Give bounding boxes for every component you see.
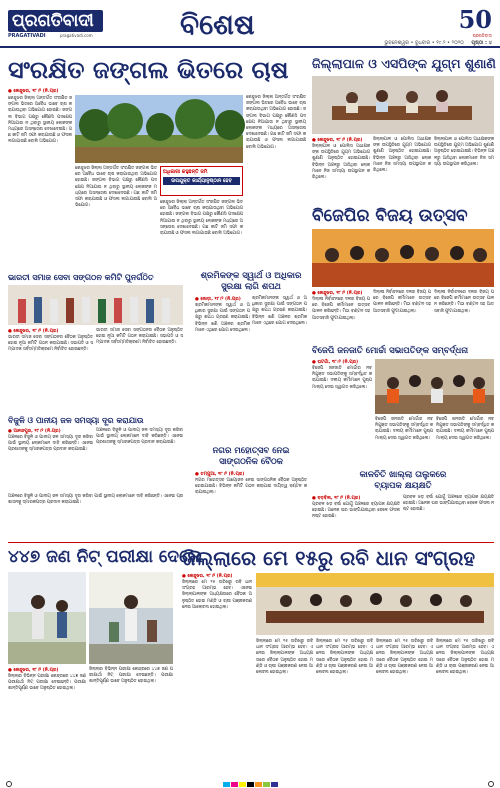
a11-col2: ଜିଲ୍ଲାରେ ମେ ୧୫ ତାରିଖରୁ ରବି ଧାନ ସଂଗ୍ରହ ଆରମ୍ଭ ହେବ। ଏନେଇ ଜିଲ୍ଲାପାଳଙ୍କ ଅଧ୍ୟକ୍ଷତାରେ ବୈଠକ ଅନୁଷ୍ଠିତ ହୋଇ ମଣ୍ଡି ଓ ଚାଷୀ ପଞ୍ଜୀକରଣ ନେଇ ଆଲୋଚନା ହୋଇଥିଲା।	[256, 639, 313, 676]
neet-photo-2	[89, 572, 173, 664]
a1-inset-sub: ଉପଯୁକ୍ତ କାର୍ଯ୍ୟାନୁଷ୍ଠାନ ହେବ	[163, 177, 240, 185]
headline-forest-farming[interactable]: ସଂରକ୍ଷିତ ଜଙ୍ଗଲ ଭିତରେ ଚାଷ	[8, 55, 289, 84]
a6-col3: ବିଜେପି ଜନଜାତି ମୋର୍ଚ୍ଚାର ନବନିଯୁକ୍ତ ସଭାପତିଙ୍କୁ ସମ୍ବର୍ଦ୍ଧିତ କରାଯାଇଛି। ଦଳୀୟ କର୍ମୀମାନେ ପୁଷ୍ପମାଲ୍ୟ ଦେଇ ସ୍ୱାଗତ କରିଥିଲେ।	[436, 417, 494, 441]
a11-col5: ଜିଲ୍ଲାରେ ମେ ୧୫ ତାରିଖରୁ ରବି ଧାନ ସଂଗ୍ରହ ଆରମ୍ଭ ହେବ। ଏନେଇ ଜିଲ୍ଲାପାଳଙ୍କ ଅଧ୍ୟକ୍ଷତାରେ ବୈଠକ ଅନୁଷ୍ଠିତ ହୋଇ ମଣ୍ଡି ଓ ଚାଷୀ ପଞ୍ଜୀକରଣ ନେଇ ଆଲୋଚନା ହୋଇଥିଲା।	[436, 639, 494, 676]
a3-col1: ଦିଲ୍ଲୀ ନିର୍ବାଚନରେ ଦଳର ବିଜୟ ପରେ ବିଜେପି କର୍ମୀମାନେ ଉତ୍ସବ ପାଳନ କରିଛନ୍ତି। ମିଠା ବଣ୍ଟନ ସହ ଆତସବାଜି ଫୁଟାଯାଇଥିଲା।	[312, 297, 370, 321]
a9-col1: ପ୍ରବଳ ଝଡ଼ ବର୍ଷା ଯୋଗୁଁ ଅଞ୍ଚଳରେ ବ୍ୟାପକ କ୍ଷୟକ୍ଷତି ହୋଇଛି। ଅନେକ ଘର ଭାଙ୍ଗିଯାଇଥିବା ବେଳେ ଫସଲ ନଷ୍ଟ ହୋଇଛି।	[312, 502, 400, 520]
swatch-blue	[271, 782, 278, 787]
anniversary-text: ପ୍ରଗତିବାଦୀ	[472, 33, 492, 38]
a11-col3: ଜିଲ୍ଲାରେ ମେ ୧୫ ତାରିଖରୁ ରବି ଧାନ ସଂଗ୍ରହ ଆରମ୍ଭ ହେବ। ଏନେଇ ଜିଲ୍ଲାପାଳଙ୍କ ଅଧ୍ୟକ୍ଷତାରେ ବୈଠକ ଅନୁଷ୍ଠିତ ହୋଇ ମଣ୍ଡି ଓ ଚାଷୀ ପଞ୍ଜୀକରଣ ନେଇ ଆଲୋଚନା ହୋଇଥିଲା।	[316, 639, 373, 676]
section-title: ବିଶେଷ	[180, 8, 255, 41]
anniversary-number: 50	[458, 5, 492, 34]
headline-festival-line1[interactable]: ନଗର ମହୋତ୍ସବ ନେଇ	[212, 446, 290, 456]
a2-col2: ଜିଲ୍ଲାପାଳ ଓ ପୋଲିସ ଅଧୀକ୍ଷକଙ୍କ ଉପସ୍ଥିତିରେ ଯୁଗ୍ମ ଅଭିଯୋଗ ଶୁଣାଣି ଅନୁଷ୍ଠିତ ହୋଇଯାଇଛି। ବିଭିନ୍ନ ଅଞ୍ଚଳରୁ ଆସିଥିବା ଲୋକମାନେ ନିଜ ସମସ୍ୟା ଉପସ୍ଥାପନ କରିଥିଲେ।	[373, 137, 431, 174]
a5-col2: ଶ୍ରମିକମାନଙ୍କ ସ୍ୱାର୍ଥ ଓ ଅଧିକାର ସୁରକ୍ଷା ପାଇଁ ସଙ୍ଗଠନ ପକ୍ଷରୁ ଶପଥ ଗ୍ରହଣ କରାଯାଇଛି। ବିଭିନ୍ନ ଖଣି ଅଞ୍ଚଳର ଶ୍ରମିକମାନେ ଏଥିରେ ଯୋଗ ଦେଇଥିଲେ।	[252, 296, 307, 326]
swatch-green	[263, 782, 270, 787]
a9-col2: ପ୍ରବଳ ଝଡ଼ ବର୍ଷା ଯୋଗୁଁ ଅଞ୍ଚଳରେ ବ୍ୟାପକ କ୍ଷୟକ୍ଷତି ହୋଇଛି। ଅନେକ ଘର ଭାଙ୍ଗିଯାଇଥିବା ବେଳେ ଫସଲ ନଷ୍ଟ ହୋଇଛି।	[403, 495, 494, 513]
a6-col1: ବିଜେପି ଜନଜାତି ମୋର୍ଚ୍ଚାର ନବନିଯୁକ୍ତ ସଭାପତିଙ୍କୁ ସମ୍ବର୍ଦ୍ଧିତ କରାଯାଇଛି। ଦଳୀୟ କର୍ମୀମାନେ ପୁଷ୍ପମାଲ୍ୟ ଦେଇ ସ୍ୱାଗତ କରିଥିଲେ।	[312, 366, 372, 390]
a1-col3: କେନ୍ଦୁଝର ଜିଲ୍ଲା ଅନ୍ତର୍ଗତ ସଂରକ୍ଷିତ ଜଙ୍ଗଲ ଭିତରେ ଅବୈଧ ଭାବେ ଚାଷ କରାଯାଉଥିବା ଅଭିଯୋଗ ହୋଇଛି। ଜଙ୍ଗଲ ବିଭାଗ ପକ୍ଷରୁ କୌଣସି ପଦକ୍ଷେପ ନିଆଯାଉ ନ ଥିବାରୁ ସ୍ଥାନୀୟ ଲୋକଙ୍କ ମଧ୍ୟରେ ଅସନ୍ତୋଷ ଦେଖାଦେଇଛି। ଗଛ କାଟି ଜମି ସଫା କରାଯାଉଛି ଓ ଫସଲ ଲଗାଯାଉଛି ବୋଲି ଅଭିଯୋଗ।	[160, 200, 243, 237]
section-divider	[8, 542, 494, 543]
anniversary-badge	[430, 7, 492, 37]
byline-a6: ● ଘଟଗାଁ, ୧୮।୨ (ନି.ପ୍ର)	[312, 360, 359, 365]
registration-mark-left	[6, 781, 12, 787]
byline-a4: ● କେନ୍ଦୁଝର, ୧୮।୨ (ନି.ପ୍ର)	[8, 329, 59, 334]
morcha-photo	[375, 359, 494, 414]
a1-inset-box	[160, 166, 243, 196]
byline-a1: ● କେନ୍ଦୁଝର, ୧୮।୨ (ନି.ପ୍ର)	[8, 89, 59, 94]
a11-col4: ଜିଲ୍ଲାରେ ମେ ୧୫ ତାରିଖରୁ ରବି ଧାନ ସଂଗ୍ରହ ଆରମ୍ଭ ହେବ। ଏନେଇ ଜିଲ୍ଲାପାଳଙ୍କ ଅଧ୍ୟକ୍ଷତାରେ ବୈଠକ ଅନୁଷ୍ଠିତ ହୋଇ ମଣ୍ଡି ଓ ଚାଷୀ ପଞ୍ଜୀକରଣ ନେଇ ଆଲୋଚନା ହୋଇଥିଲା।	[376, 639, 433, 676]
newspaper-logo[interactable]: ପ୍ରଗତିବାଦୀ	[8, 10, 103, 32]
headline-bjp-morcha[interactable]: ବିଜେପି ଜନଜାତି ମୋର୍ଚ୍ଚା ସଭାପତିଙ୍କ ସମ୍ବର୍ଦ୍ଧନା	[312, 346, 469, 356]
byline-a9: ● ବଡ଼ବିଲ, ୧୮।୨ (ନି.ପ୍ର)	[312, 496, 361, 501]
a3-col2: ଦିଲ୍ଲୀ ନିର୍ବାଚନରେ ଦଳର ବିଜୟ ପରେ ବିଜେପି କର୍ମୀମାନେ ଉତ୍ସବ ପାଳନ କରିଛନ୍ତି। ମିଠା ବଣ୍ଟନ ସହ ଆତସବାଜି ଫୁଟାଯାଇଥିଲା।	[373, 290, 431, 314]
headline-bjp-victory[interactable]: ବିଜେପିର ବିଜୟ ଉତ୍ସବ	[312, 206, 468, 226]
date-text: ଭୁବନେଶ୍ୱର • ବୁଧବାର • ୧୯.୨ • ୨୦୨୦	[384, 40, 464, 46]
a4-col2: ଭାରତୀ ସମାଜ ସେବା ସଙ୍ଗଠନର ବୈଠକ ଅନୁଷ୍ଠିତ ହୋଇ ନୂଆ କମିଟି ଗଠନ କରାଯାଇଛି। ସଭାପତି ଓ ସମ୍ପାଦକ ସର୍ବସମ୍ମତିକ୍ରମେ ନିର୍ବାଚିତ ହୋଇଛନ୍ତି।	[96, 328, 183, 346]
hearing-photo	[312, 76, 494, 134]
headline-neet-exam[interactable]: ୪୪୭ ଜଣ ନିଟ୍ ପରୀକ୍ଷା ଦେଲେ	[8, 547, 203, 567]
headline-joint-hearing[interactable]: ଜିଲ୍ଲାପାଳ ଓ ଏସପିଙ୍କ ଯୁଗ୍ମ ଶୁଣାଣି	[312, 56, 496, 71]
a1-inset-title: ଅଧିକାରୀ କହୁଛନ୍ତି ଜମି	[163, 169, 208, 175]
forest-photo	[75, 95, 243, 163]
a2-col1: ଜିଲ୍ଲାପାଳ ଓ ପୋଲିସ ଅଧୀକ୍ଷକଙ୍କ ଉପସ୍ଥିତିରେ ଯୁଗ୍ମ ଅଭିଯୋଗ ଶୁଣାଣି ଅନୁଷ୍ଠିତ ହୋଇଯାଇଛି। ବିଭିନ୍ନ ଅଞ୍ଚଳରୁ ଆସିଥିବା ଲୋକମାନେ ନିଜ ସମସ୍ୟା ଉପସ୍ଥାପନ କରିଥିଲେ।	[312, 144, 370, 181]
swatch-yellow	[239, 782, 246, 787]
headline-damage-line2[interactable]: ବ୍ୟାପକ କ୍ଷୟକ୍ଷତି	[374, 481, 432, 491]
byline-a10: ● କେନ୍ଦୁଝର, ୧୮।୨ (ନି.ପ୍ର)	[8, 668, 59, 673]
logo-subtitle: PRAGATIVADI	[8, 33, 46, 39]
a1-col1: କେନ୍ଦୁଝର ଜିଲ୍ଲା ଅନ୍ତର୍ଗତ ସଂରକ୍ଷିତ ଜଙ୍ଗଲ ଭିତରେ ଅବୈଧ ଭାବେ ଚାଷ କରାଯାଉଥିବା ଅଭିଯୋଗ ହୋଇଛି। ଜଙ୍ଗଲ ବିଭାଗ ପକ୍ଷରୁ କୌଣସି ପଦକ୍ଷେପ ନିଆଯାଉ ନ ଥିବାରୁ ସ୍ଥାନୀୟ ଲୋକଙ୍କ ମଧ୍ୟରେ ଅସନ୍ତୋଷ ଦେଖାଦେଇଛି। ଗଛ କାଟି ଜମି ସଫା କରାଯାଉଛି ଓ ଫସଲ ଲଗାଯାଉଛି ବୋଲି ଅଭିଯୋଗ।	[8, 96, 72, 145]
a8-col3: ଅଞ୍ଚଳରେ ବିଜୁଳି ଓ ପାନୀୟ ଜଳ ସମସ୍ୟା ଦୂର କରିବା ପାଇଁ ସ୍ଥାନୀୟ ଲୋକମାନେ ଦାବି କରିଛନ୍ତି। ଏନେଇ ପ୍ରଶାସନକୁ ସ୍ମାରକପତ୍ର ପ୍ରଦାନ କରାଯାଇଛି।	[8, 494, 183, 506]
a1-col2: କେନ୍ଦୁଝର ଜିଲ୍ଲା ଅନ୍ତର୍ଗତ ସଂରକ୍ଷିତ ଜଙ୍ଗଲ ଭିତରେ ଅବୈଧ ଭାବେ ଚାଷ କରାଯାଉଥିବା ଅଭିଯୋଗ ହୋଇଛି। ଜଙ୍ଗଲ ବିଭାଗ ପକ୍ଷରୁ କୌଣସି ପଦକ୍ଷେପ ନିଆଯାଉ ନ ଥିବାରୁ ସ୍ଥାନୀୟ ଲୋକଙ୍କ ମଧ୍ୟରେ ଅସନ୍ତୋଷ ଦେଖାଦେଇଛି। ଗଛ କାଟି ଜମି ସଫା କରାଯାଉଛି ଓ ଫସଲ ଲଗାଯାଉଛି ବୋଲି ଅଭିଯୋଗ।	[75, 166, 157, 209]
page-number: ପୃଷ୍ଠା : ୪	[471, 40, 492, 46]
swatch-black	[247, 782, 254, 787]
byline-a8: ● ଆନନ୍ଦପୁର, ୧୮।୨ (ନି.ପ୍ର)	[8, 429, 61, 434]
celebration-photo	[312, 229, 494, 287]
neet-photo-1	[8, 572, 86, 664]
swatch-orange	[255, 782, 262, 787]
a10-col2: ଜିଲ୍ଲାର ବିଭିନ୍ନ ପରୀକ୍ଷା କେନ୍ଦ୍ରରେ ୪୪୭ ଜଣ ପରୀକ୍ଷାର୍ଥୀ ନିଟ୍ ପରୀକ୍ଷା ଦେଇଛନ୍ତି। ପରୀକ୍ଷା ଶାନ୍ତିପୂର୍ଣ୍ଣ ଭାବେ ଅନୁଷ୍ଠିତ ହୋଇଥିଲା।	[89, 667, 173, 685]
a7-body: ନଗର ମହୋତ୍ସବ ଆୟୋଜନ ନେଇ ସାଙ୍ଗଠନିକ ବୈଠକ ଅନୁଷ୍ଠିତ ହୋଇଯାଇଛି। ବିଭିନ୍ନ କମିଟି ଗଠନ କରାଯାଇ ଦାୟିତ୍ୱ ବଣ୍ଟନ କରାଯାଇଥିଲା।	[195, 478, 307, 496]
headline-water-power[interactable]: ବିଜୁଳି ଓ ପାନୀୟ ଜଳ ସମସ୍ୟା ଦୂର କରାଯାଉ	[8, 415, 144, 425]
a8-col2: ଅଞ୍ଚଳରେ ବିଜୁଳି ଓ ପାନୀୟ ଜଳ ସମସ୍ୟା ଦୂର କରିବା ପାଇଁ ସ୍ଥାନୀୟ ଲୋକମାନେ ଦାବି କରିଛନ୍ତି। ଏନେଇ ପ୍ରଶାସନକୁ ସ୍ମାରକପତ୍ର ପ୍ରଦାନ କରାଯାଇଛି।	[96, 428, 183, 446]
headline-festival-line2[interactable]: ସାଙ୍ଗଠନିକ ବୈଠକ	[219, 457, 283, 467]
a10-col1: ଜିଲ୍ଲାର ବିଭିନ୍ନ ପରୀକ୍ଷା କେନ୍ଦ୍ରରେ ୪୪୭ ଜଣ ପରୀକ୍ଷାର୍ଥୀ ନିଟ୍ ପରୀକ୍ଷା ଦେଇଛନ୍ତି। ପରୀକ୍ଷା ଶାନ୍ତିପୂର୍ଣ୍ଣ ଭାବେ ଅନୁଷ୍ଠିତ ହୋଇଥିଲା।	[8, 674, 86, 692]
a5-col1: ଶ୍ରମିକମାନଙ୍କ ସ୍ୱାର୍ଥ ଓ ଅଧିକାର ସୁରକ୍ଷା ପାଇଁ ସଙ୍ଗଠନ ପକ୍ଷରୁ ଶପଥ ଗ୍ରହଣ କରାଯାଇଛି। ବିଭିନ୍ନ ଖଣି ଅଞ୍ଚଳର ଶ୍ରମିକମାନେ ଏଥିରେ ଯୋଗ ଦେଇଥିଲେ।	[195, 303, 250, 333]
a3-col3: ଦିଲ୍ଲୀ ନିର୍ବାଚନରେ ଦଳର ବିଜୟ ପରେ ବିଜେପି କର୍ମୀମାନେ ଉତ୍ସବ ପାଳନ କରିଛନ୍ତି। ମିଠା ବଣ୍ଟନ ସହ ଆତସବାଜି ଫୁଟାଯାଇଥିଲା।	[434, 290, 494, 314]
headline-workers-line2[interactable]: ସୁରକ୍ଷା ଲାଗି ଶପଥ	[221, 282, 281, 292]
a2-col3: ଜିଲ୍ଲାପାଳ ଓ ପୋଲିସ ଅଧୀକ୍ଷକଙ୍କ ଉପସ୍ଥିତିରେ ଯୁଗ୍ମ ଅଭିଯୋଗ ଶୁଣାଣି ଅନୁଷ୍ଠିତ ହୋଇଯାଇଛି। ବିଭିନ୍ନ ଅଞ୍ଚଳରୁ ଆସିଥିବା ଲୋକମାନେ ନିଜ ସମସ୍ୟା ଉପସ୍ଥାପନ କରିଥିଲେ।	[434, 137, 494, 167]
a6-col2: ବିଜେପି ଜନଜାତି ମୋର୍ଚ୍ଚାର ନବନିଯୁକ୍ତ ସଭାପତିଙ୍କୁ ସମ୍ବର୍ଦ୍ଧିତ କରାଯାଇଛି। ଦଳୀୟ କର୍ମୀମାନେ ପୁଷ୍ପମାଲ୍ୟ ଦେଇ ସ୍ୱାଗତ କରିଥିଲେ।	[375, 417, 433, 441]
logo-url[interactable]: pragativadi.com	[60, 33, 93, 38]
print-marks	[0, 780, 500, 788]
masthead	[0, 6, 500, 48]
a11-col1: ଜିଲ୍ଲାରେ ମେ ୧୫ ତାରିଖରୁ ରବି ଧାନ ସଂଗ୍ରହ ଆରମ୍ଭ ହେବ। ଏନେଇ ଜିଲ୍ଲାପାଳଙ୍କ ଅଧ୍ୟକ୍ଷତାରେ ବୈଠକ ଅନୁଷ୍ଠିତ ହୋଇ ମଣ୍ଡି ଓ ଚାଷୀ ପଞ୍ଜୀକରଣ ନେଇ ଆଲୋଚନା ହୋଇଥିଲା।	[182, 580, 252, 610]
headline-workers-line1[interactable]: ଶ୍ରମିକଙ୍କ ସ୍ୱାର୍ଥ ଓ ଅଧିକାର	[200, 271, 302, 281]
headline-damage-line1[interactable]: କାଳଚିତି ଖାଲ୍ଲା ତାଲୁକରେ	[359, 470, 447, 480]
byline-a11: ● କେନ୍ଦୁଝର, ୧୮।୨ (ନି.ପ୍ର)	[182, 574, 233, 579]
a1-col4: କେନ୍ଦୁଝର ଜିଲ୍ଲା ଅନ୍ତର୍ଗତ ସଂରକ୍ଷିତ ଜଙ୍ଗଲ ଭିତରେ ଅବୈଧ ଭାବେ ଚାଷ କରାଯାଉଥିବା ଅଭିଯୋଗ ହୋଇଛି। ଜଙ୍ଗଲ ବିଭାଗ ପକ୍ଷରୁ କୌଣସି ପଦକ୍ଷେପ ନିଆଯାଉ ନ ଥିବାରୁ ସ୍ଥାନୀୟ ଲୋକଙ୍କ ମଧ୍ୟରେ ଅସନ୍ତୋଷ ଦେଖାଦେଇଛି। ଗଛ କାଟି ଜମି ସଫା କରାଯାଉଛି ଓ ଫସଲ ଲଗାଯାଉଛି ବୋଲି ଅଭିଯୋଗ।	[246, 95, 306, 150]
swatch-magenta	[231, 782, 238, 787]
color-swatches	[223, 782, 278, 787]
a8-col1: ଅଞ୍ଚଳରେ ବିଜୁଳି ଓ ପାନୀୟ ଜଳ ସମସ୍ୟା ଦୂର କରିବା ପାଇଁ ସ୍ଥାନୀୟ ଲୋକମାନେ ଦାବି କରିଛନ୍ତି। ଏନେଇ ପ୍ରଶାସନକୁ ସ୍ମାରକପତ୍ର ପ୍ରଦାନ କରାଯାଇଛି।	[8, 435, 93, 453]
byline-a3: ● କେନ୍ଦୁଝର, ୧୮।୨ (ନି.ପ୍ର)	[312, 291, 363, 296]
a4-col1: ଭାରତୀ ସମାଜ ସେବା ସଙ୍ଗଠନର ବୈଠକ ଅନୁଷ୍ଠିତ ହୋଇ ନୂଆ କମିଟି ଗଠନ କରାଯାଇଛି। ସଭାପତି ଓ ସମ୍ପାଦକ ସର୍ବସମ୍ମତିକ୍ରମେ ନିର୍ବାଚିତ ହୋଇଛନ୍ତି।	[8, 335, 93, 353]
headline-paddy-procurement[interactable]: ଜିଲ୍ଲାରେ ମେ ୧୫ରୁ ରବି ଧାନ ସଂଗ୍ରହ	[182, 546, 476, 570]
headline-samaj-seva[interactable]: ଭାରତୀ ସମାଜ ସେବା ସଙ୍ଗଠନ କମିଟି ପୁନର୍ଗଠିତ	[8, 272, 154, 282]
byline-a2: ● କେନ୍ଦୁଝର, ୧୮।୨ (ନି.ପ୍ର)	[312, 138, 363, 143]
byline-a7: ● ଚମ୍ପୁଆ, ୧୮।୨ (ନି.ପ୍ର)	[195, 472, 245, 477]
registration-mark-right	[488, 781, 494, 787]
committee-photo	[8, 285, 183, 325]
byline-a5: ● ଜୋଡ଼ା, ୧୮।୨ (ନି.ପ୍ର)	[195, 297, 241, 302]
paddy-meeting-photo	[256, 573, 494, 635]
dateline	[8, 40, 492, 48]
swatch-cyan	[223, 782, 230, 787]
